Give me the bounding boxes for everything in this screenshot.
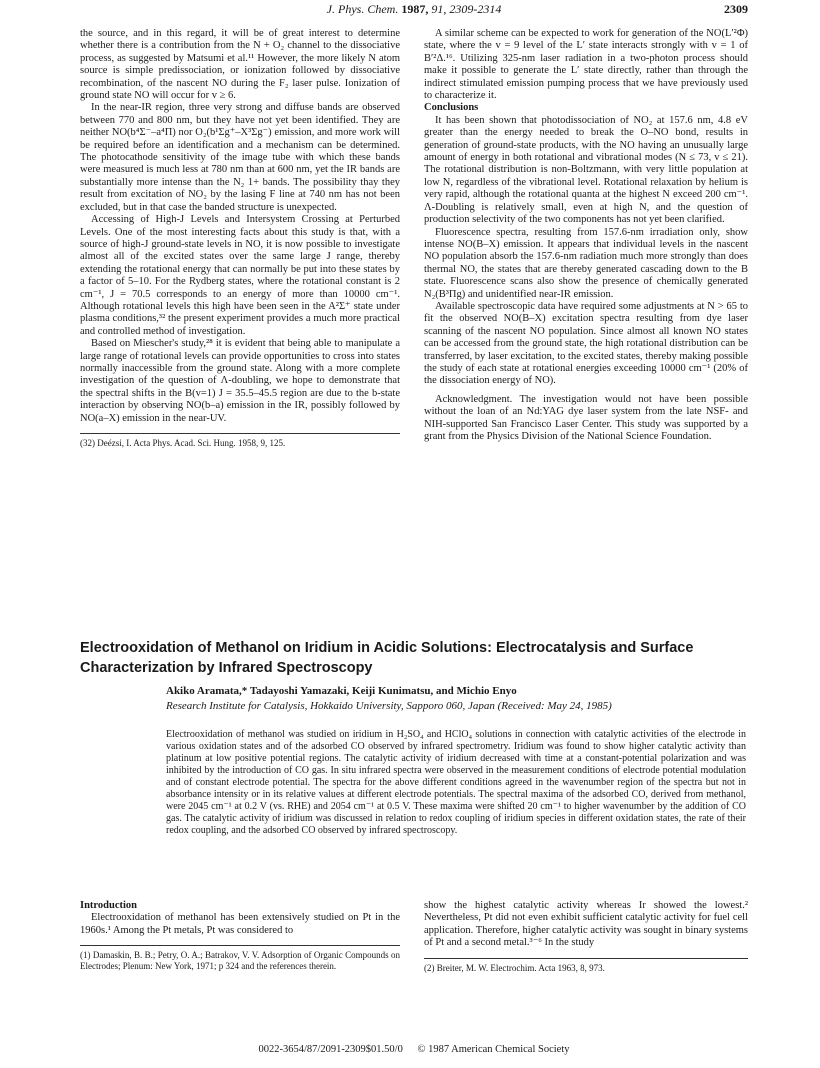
affiliation: Research Institute for Catalysis, Hokkaido University, Sapporo 060, Japan (Received: May 24, 1985) <box>166 700 612 712</box>
footnote-divider <box>424 958 748 959</box>
page-footer <box>80 1044 748 1055</box>
intro-left-column <box>80 900 400 971</box>
intro-right-column <box>424 900 748 973</box>
footnote-divider <box>80 433 400 434</box>
paragraph: Fluorescence spectra, resulting from 157.6-nm irradiation only, show intense NO(B–X) emission. It appears that individual levels in the nascent NO population absorb the 157.6-nm radiation much more strongly than does thermal NO, the states that are thereby generated cascading down to the B state. Fluorescence scans also show the presence of chemically generated N₂(B³Πg) and unidentified near-IR emission. <box>424 226 748 300</box>
journal-pages: 2309-2314 <box>449 2 502 16</box>
footnote-divider <box>80 945 400 946</box>
paragraph: It has been shown that photodissociation of NO₂ at 157.6 nm, 4.8 eV greater than the energy needed to break the O–NO bond, results in generation of ground-state products, with the NO having an unusually large amount of energy in both rotational and vibrational modes (N ≤ 73, v ≤ 21). The rotational distribution is non-Boltzmann, with very little population at low N, regardless of the vibrational level. Rotational relaxation by helium is very rapid, although the rotational quanta at the highest N exceed 200 cm⁻¹. Λ-Doubling is relatively small, even at high N, and the question of production selectivity of the two components has not yet been clarified. <box>424 114 748 226</box>
paragraph: In the near-IR region, three very strong and diffuse bands are observed between 770 and 800 nm, but they have not yet been identified. They are neither NO(b⁴Σ⁻–a⁴Π) nor O₂(b¹Σg⁺–X³Σg⁻) emission, and more work will be required before an identification and a mechanism can be determined. The photocathode sensitivity of the image tube with which these bands were measured is much less at 780 nm than at 600 nm, yet the IR bands are substantially more intense than the N₂ 1+ bands. The possibility thay they result from excitation of NO₂ by the lasing F line at 740 nm has not been excluded, but in that case the banded structure is unexpected. <box>80 102 400 213</box>
journal-year: 1987, <box>401 2 429 16</box>
abstract: Electrooxidation of methanol was studied on iridium in H₂SO₄ and HClO₄ solutions in connection with catalytic activities of the electrode in various oxidation states and of the adsorbed CO observed by infrared spectrometry. Iridium was found to show higher catalytic activity than platinum at low positive potential regions. The catalytic activity of iridium decreased with time at a constant-potential polarization and was inhibited by the introduction of CO gas. In situ infrared spectra were observed in the measurement conditions of electrode potential modulation and of constant electrode potential. The spectra for the above different conditions agreed in the wavenumber region of the spectra but not in absorbance intensity or in its relative values at different electrode potentials. The spectral maxima of the adsorbed CO, derived from methanol, were 2045 cm⁻¹ at 0.2 V (vs. RHE) and 2054 cm⁻¹ at 0.5 V. These maxima were shifted 20 cm⁻¹ to higher wavenumber by the addition of CO gas. The catalytic activity of iridium was discussed in relation to redox coupling of iridium species in different oxidation states, the rate of their redox coupling, and the adsorbed CO observed by infrared spectroscopy. <box>166 729 746 836</box>
copyright: © 1987 American Chemical Society <box>417 1044 570 1055</box>
paragraph: show the highest catalytic activity whereas Ir showed the lowest.² Nevertheless, Pt did not even exhibit sufficient catalytic activity for fuel cell application. Therefore, higher catalytic activity was sought in binary systems of Pt and a second metal.³⁻⁶ In the study <box>424 900 748 949</box>
footnote: (32) Deézsi, I. Acta Phys. Acad. Sci. Hung. 1958, 9, 125. <box>80 438 286 448</box>
article-code: 0022-3654/87/2091-2309$01.50/0 <box>258 1044 403 1055</box>
journal-citation <box>80 2 748 17</box>
paragraph: the source, and in this regard, it will be of great interest to determine whether there is a contribution from the N + O₂ channel to the dissociative process, as suggested by Matsumi et al.¹¹ However, the more likely N atom source is simple predissociation, or ionization followed by dissociative recombination, of the nascent NO during the F₂ laser pulse. Ionization of ground state NO will occur for v ≥ 6. <box>80 28 400 102</box>
journal-volume: 91, <box>431 2 447 16</box>
section-heading: Introduction <box>80 900 137 911</box>
section-heading: Conclusions <box>424 102 479 114</box>
paragraph: A similar scheme can be expected to work for generation of the NO(L′²Φ) state, where the v = 9 level of the L′ state interacts strongly with v = 1 of B′²Δ.¹⁶. Utilizing 325-nm laser radiation in a two-photon process should make it possible to generate the L′ state directly, rather than through the indirect stimulated emission pumping process that we have previously used to characterize it. <box>424 28 748 102</box>
footnote: (1) Damaskin, B. B.; Petry, O. A.; Batrakov, V. V. Adsorption of Organic Compounds on Electrodes; Plenum: New York, 1971; p 324 and the references therein. <box>80 950 400 971</box>
footnote: (2) Breiter, M. W. Electrochim. Acta 1963, 8, 973. <box>424 962 605 973</box>
left-column <box>80 28 400 449</box>
author-list: Akiko Aramata,* Tadayoshi Yamazaki, Keiji Kunimatsu, and Michio Enyo <box>166 685 517 697</box>
journal-name: J. Phys. Chem. <box>326 2 399 16</box>
paragraph: Based on Miescher's study,²⁸ it is evident that being able to manipulate a large range of rotational levels can provide opportunities to cross into states normally inaccessible from the ground state. Along with a more complete investigation of the question of Λ-doubling, we hope to demonstrate that the spectral shifts in the B(v=1) J = 35.5–45.5 region are due to the b-state interaction by observing NO(b–a) emission in the IR, possibly followed by NO(a–X) emission in the near-UV. <box>80 338 400 424</box>
paragraph: Accessing of High-J Levels and Intersystem Crossing at Perturbed Levels. One of the most interesting facts about this study is that, with a source of high-J ground-state levels in NO, it is now possible to investigate almost all of the excited states over the same large J range, thereby extending the rotational energy that can normally be put into these states by a factor of 5–10. For the Rydberg states, where the rotational constant is 2 cm⁻¹, J = 70.5 corresponds to an energy of more than 10000 cm⁻¹. Although rotational levels this high have been seen in the A²Σ⁺ state under plasma conditions,³² the present experiment provides a much more practical and controlled method of investigation. <box>80 214 400 337</box>
paragraph: Available spectroscopic data have required some adjustments at N > 65 to fit the observed NO(B–X) excitation spectra resulting from dye laser scanning of the nascent NO population. Since almost all known NO states can be accessed from the ground state, the high rotational distribution can be transferred, by laser excitation, to the excited states, thereby making possible the study of each state at rotational energies exceeding 10000 cm⁻¹ (20% of the dissociation energy of NO). <box>424 300 748 387</box>
article-title: Electrooxidation of Methanol on Iridium in Acidic Solutions: Electrocatalysis and Surface Characterization by Infrared Spectroscopy <box>80 640 694 676</box>
right-column <box>424 28 748 443</box>
paragraph: Electrooxidation of methanol has been extensively studied on Pt in the 1960s.¹ Among the Pt metals, Pt was considered to <box>80 912 400 936</box>
page-number: 2309 <box>724 2 748 16</box>
acknowledgment: Acknowledgment. The investigation would not have been possible without the loan of an Nd:YAG dye laser system from the late NSF- and NIH-supported San Francisco Laser Center. This study was supported by a grant from the Physics Division of the National Science Foundation. <box>424 393 748 442</box>
running-header <box>80 2 748 20</box>
